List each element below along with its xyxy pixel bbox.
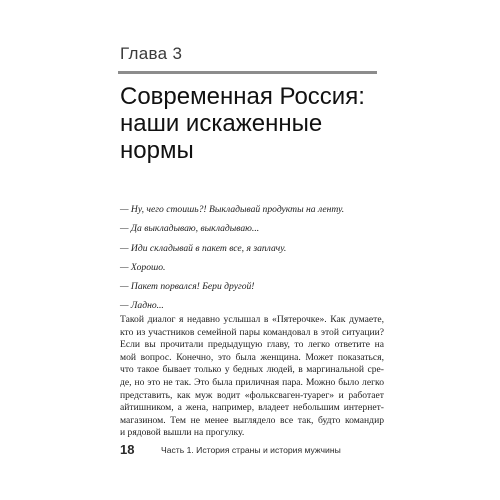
chapter-title-line: наши искаженные — [120, 110, 323, 137]
dialogue-line: — Хорошо. — [120, 261, 166, 273]
running-head: Часть 1. История страны и история мужчины — [161, 445, 341, 455]
body-line: Если вы прочитали предыдущую главу, то легко ответите на — [120, 339, 384, 351]
dialogue-block — [120, 203, 390, 319]
chapter-title-line: Современная Россия: — [120, 83, 365, 110]
page-number: 18 — [120, 442, 135, 457]
chapter-label: Глава 3 — [120, 44, 183, 63]
chapter-title-line: нормы — [120, 137, 194, 164]
dialogue-line: — Пакет порвался! Бери другой! — [120, 281, 255, 293]
dialogue-line: — Ну, чего стоишь?! Выкладывай продукты на ленту. — [120, 204, 345, 215]
body-line: и рядовой вышли на прогулку. — [120, 427, 245, 439]
body-line: кто из участников семейной пары командовал в этой ситуации? — [120, 326, 384, 338]
body-line: магазином. Тем не менее выглядело все так, будто командир — [120, 414, 384, 426]
dialogue-line: — Иди складывай в пакет все, я заплачу. — [120, 242, 287, 254]
body-line: что такое бывает только у бедных людей, в маргинальной сре- — [120, 364, 384, 376]
body-line: представить, как муж водит «фольксваген-туарег» и работает — [120, 389, 384, 401]
dialogue-line: — Ладно... — [120, 300, 164, 312]
chapter-title — [120, 83, 390, 164]
body-line: айтишником, а жена, например, владеет небольшим интернет- — [120, 402, 384, 414]
body-line: де, но это не так. Это была приличная пара. Можно было легко — [120, 376, 384, 388]
body-paragraph — [120, 314, 384, 440]
chapter-divider — [118, 71, 377, 74]
body-line: Такой диалог я недавно услышал в «Пятерочке». Как думаете, — [120, 314, 384, 325]
dialogue-line: — Да выкладываю, выкладываю... — [120, 223, 260, 235]
body-line: мой вопрос. Конечно, это была женщина. Может показаться, — [120, 351, 384, 363]
